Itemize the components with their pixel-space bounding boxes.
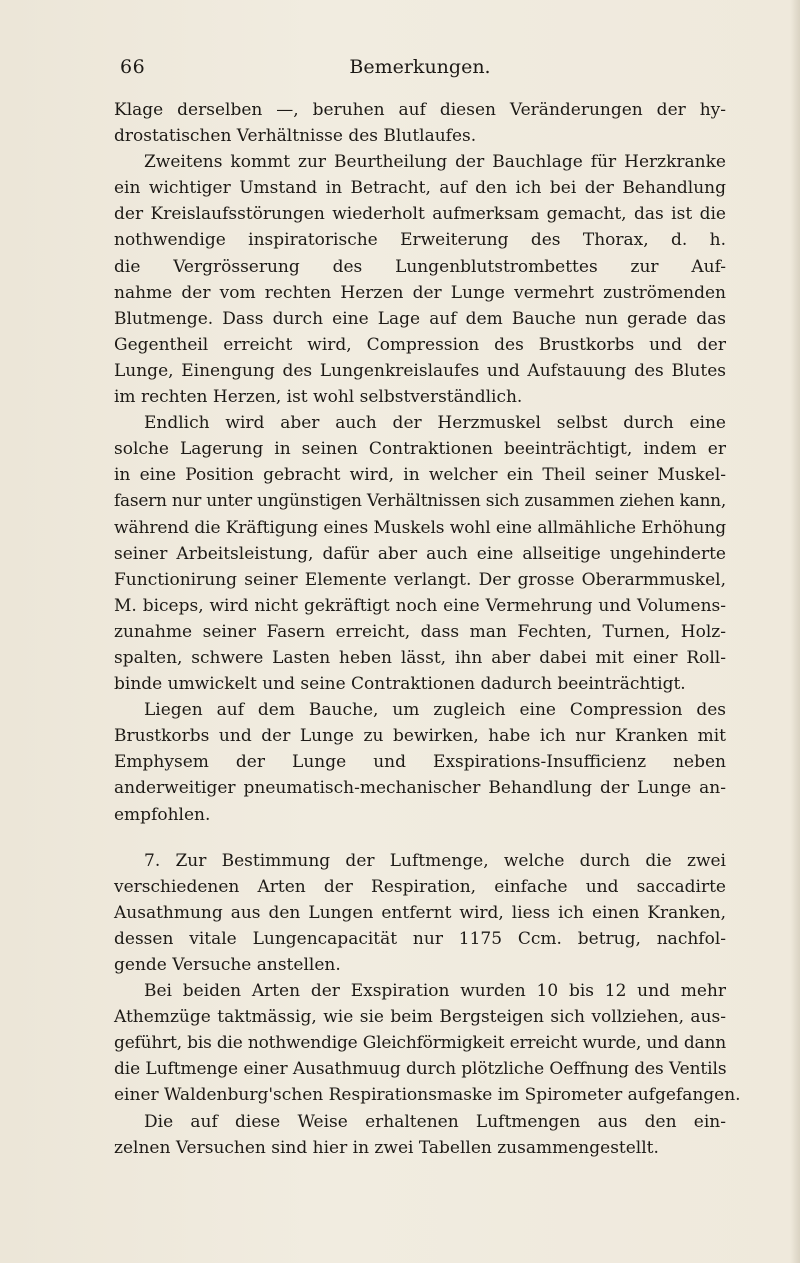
text-line: 7. Zur Bestimmung der Luftmenge, welche durch die zwei <box>144 850 726 871</box>
text-line: einer Waldenburg'schen Respirationsmaske im Spirometer aufgefangen. <box>114 1085 741 1106</box>
text-line: der Kreislaufsstörungen wiederholt aufmerksam gemacht, das ist die <box>114 204 726 225</box>
text-line: während die Kräftigung eines Muskels wohl eine allmähliche Erhöhung <box>114 517 726 538</box>
text-line: geführt, bis die nothwendige Gleichförmigkeit erreicht wurde, und dann <box>114 1033 726 1054</box>
text-line: Zweitens kommt zur Beurtheilung der Bauchlage für Herzkranke <box>144 152 726 173</box>
text-line: Liegen auf dem Bauche, um zugleich eine Compression des <box>144 700 726 721</box>
text-line: Bei beiden Arten der Exspiration wurden 10 bis 12 und mehr <box>144 981 726 1002</box>
text-line: fasern nur unter ungünstigen Verhältnissen sich zusammen ziehen kann, <box>114 491 726 512</box>
text-line: Athemzüge taktmässig, wie sie beim Bergsteigen sich vollziehen, aus- <box>114 1007 726 1028</box>
page-header <box>120 56 720 86</box>
paragraph-gap <box>114 828 726 848</box>
running-head: Bemerkungen. <box>349 56 491 78</box>
text-line: zunahme seiner Fasern erreicht, dass man Fechten, Turnen, Holz- <box>114 621 726 642</box>
text-line: binde umwickelt und seine Contraktionen dadurch beeinträchtigt. <box>114 674 686 695</box>
text-line: Blutmenge. Dass durch eine Lage auf dem Bauche nun gerade das <box>114 308 726 329</box>
text-line: anderweitiger pneumatisch-mechanischer Behandlung der Lunge an- <box>114 778 726 799</box>
text-line: im rechten Herzen, ist wohl selbstverständlich. <box>114 387 523 408</box>
text-line: ein wichtiger Umstand in Betracht, auf den ich bei der Behandlung <box>114 178 726 199</box>
text-line: Klage derselben —, beruhen auf diesen Veränderungen der hy- <box>114 100 726 120</box>
text-line: Brustkorbs und der Lunge zu bewirken, habe ich nur Kranken mit <box>114 726 726 747</box>
text-line: dessen vitale Lungencapacität nur 1175 Ccm. betrug, nachfol- <box>114 928 726 949</box>
text-line: nahme der vom rechten Herzen der Lunge vermehrt zuströmenden <box>114 282 726 303</box>
text-line: verschiedenen Arten der Respiration, einfache und saccadirte <box>114 876 726 897</box>
text-line: Lunge, Einengung des Lungenkreislaufes und Aufstauung des Blutes <box>114 360 726 381</box>
body-text <box>114 97 741 1161</box>
text-line: die Luftmenge einer Ausathmuug durch plötzliche Oeffnung des Ventils <box>114 1059 727 1080</box>
text-line: Emphysem der Lunge und Exspirations-Insufficienz neben <box>114 752 726 773</box>
text-line: Endlich wird aber auch der Herzmuskel selbst durch eine <box>144 413 726 434</box>
text-line: Functionirung seiner Elemente verlangt. Der grosse Oberarmmuskel, <box>114 569 726 590</box>
text-line: die Vergrösserung des Lungenblutstrombettes zur Auf- <box>114 256 726 277</box>
page-edge-shadow <box>790 0 800 1263</box>
text-line: Ausathmung aus den Lungen entfernt wird, liess ich einen Kranken, <box>114 902 726 923</box>
text-line: M. biceps, wird nicht gekräftigt noch eine Vermehrung und Volumens- <box>114 595 726 616</box>
text-line: spalten, schwere Lasten heben lässt, ihn aber dabei mit einer Roll- <box>114 647 726 668</box>
text-line: in eine Position gebracht wird, in welcher ein Theil seiner Muskel- <box>114 465 726 486</box>
text-line: Gegentheil erreicht wird, Compression des Brustkorbs und der <box>114 334 726 355</box>
text-line: drostatischen Verhältnisse des Blutlaufes. <box>114 126 477 147</box>
text-line: empfohlen. <box>114 804 211 825</box>
page-number: 66 <box>120 56 146 78</box>
text-line: gende Versuche anstellen. <box>114 955 341 975</box>
text-line: nothwendige inspiratorische Erweiterung des Thorax, d. h. <box>114 230 726 251</box>
text-line: zelnen Versuchen sind hier in zwei Tabellen zusammengestellt. <box>114 1137 659 1158</box>
text-line: solche Lagerung in seinen Contraktionen beeinträchtigt, indem er <box>114 439 726 460</box>
text-line: Die auf diese Weise erhaltenen Luftmengen aus den ein- <box>144 1111 726 1132</box>
text-line: seiner Arbeitsleistung, dafür aber auch eine allseitige ungehinderte <box>114 543 726 564</box>
